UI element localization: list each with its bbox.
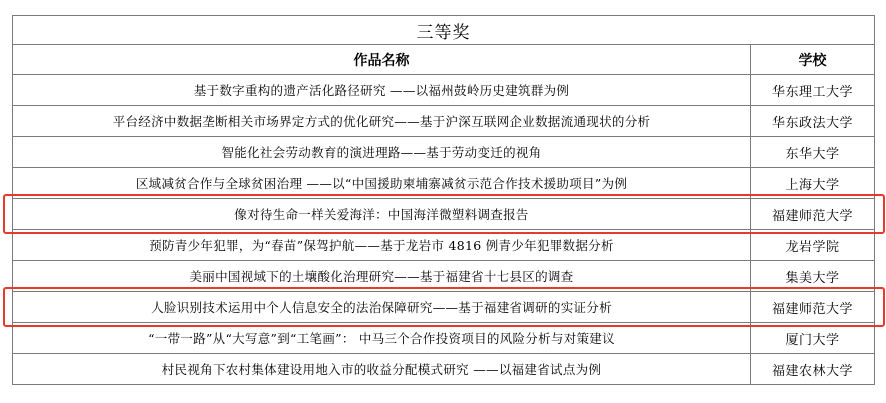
school-cell: 龙岩学院 (751, 230, 875, 261)
school-cell: 东华大学 (751, 137, 875, 168)
table-row (13, 261, 875, 292)
table-row (13, 292, 875, 323)
table-row (13, 137, 875, 168)
work-title-cell: 基于数字重构的遗产活化路径研究 ——以福州鼓岭历史建筑群为例 (13, 75, 751, 106)
work-title-cell: 平台经济中数据垄断相关市场界定方式的优化研究——基于沪深互联网企业数据流通现状的分析 (13, 106, 751, 137)
school-cell: 上海大学 (751, 168, 875, 199)
school-cell: 华东政法大学 (751, 106, 875, 137)
column-header-title: 作品名称 (13, 45, 751, 75)
school-cell: 华东理工大学 (751, 75, 875, 106)
column-header-school: 学校 (751, 45, 875, 75)
table-row (13, 199, 875, 230)
header-row (13, 45, 875, 75)
table-row (13, 230, 875, 261)
school-cell: 福建师范大学 (751, 292, 875, 323)
work-title-cell: 村民视角下农村集体建设用地入市的收益分配模式研究 ——以福建省试点为例 (13, 354, 751, 385)
school-cell: 福建师范大学 (751, 199, 875, 230)
school-cell: 厦门大学 (751, 323, 875, 354)
work-title-cell: 智能化社会劳动教育的演进理路——基于劳动变迁的视角 (13, 137, 751, 168)
table-row (13, 75, 875, 106)
award-title: 三等奖 (13, 16, 875, 45)
work-title-cell: “一带一路”从“大写意”到“工笔画”： 中马三个合作投资项目的风险分析与对策建议 (13, 323, 751, 354)
school-cell: 福建农林大学 (751, 354, 875, 385)
school-cell: 集美大学 (751, 261, 875, 292)
work-title-cell: 像对待生命一样关爱海洋：中国海洋微塑料调查报告 (13, 199, 751, 230)
work-title-cell: 人脸识别技术运用中个人信息安全的法治保障研究——基于福建省调研的实证分析 (13, 292, 751, 323)
work-title-cell: 预防青少年犯罪，为“春苗”保驾护航——基于龙岩市 4816 例青少年犯罪数据分析 (13, 230, 751, 261)
table-row (13, 168, 875, 199)
table-row (13, 323, 875, 354)
work-title-cell: 美丽中国视域下的土壤酸化治理研究——基于福建省十七县区的调查 (13, 261, 751, 292)
award-title-row (13, 16, 875, 45)
table-row (13, 106, 875, 137)
award-table (12, 15, 875, 385)
table-row (13, 354, 875, 385)
work-title-cell: 区域减贫合作与全球贫困治理 ——以“中国援助柬埔寨减贫示范合作技术援助项目”为例 (13, 168, 751, 199)
